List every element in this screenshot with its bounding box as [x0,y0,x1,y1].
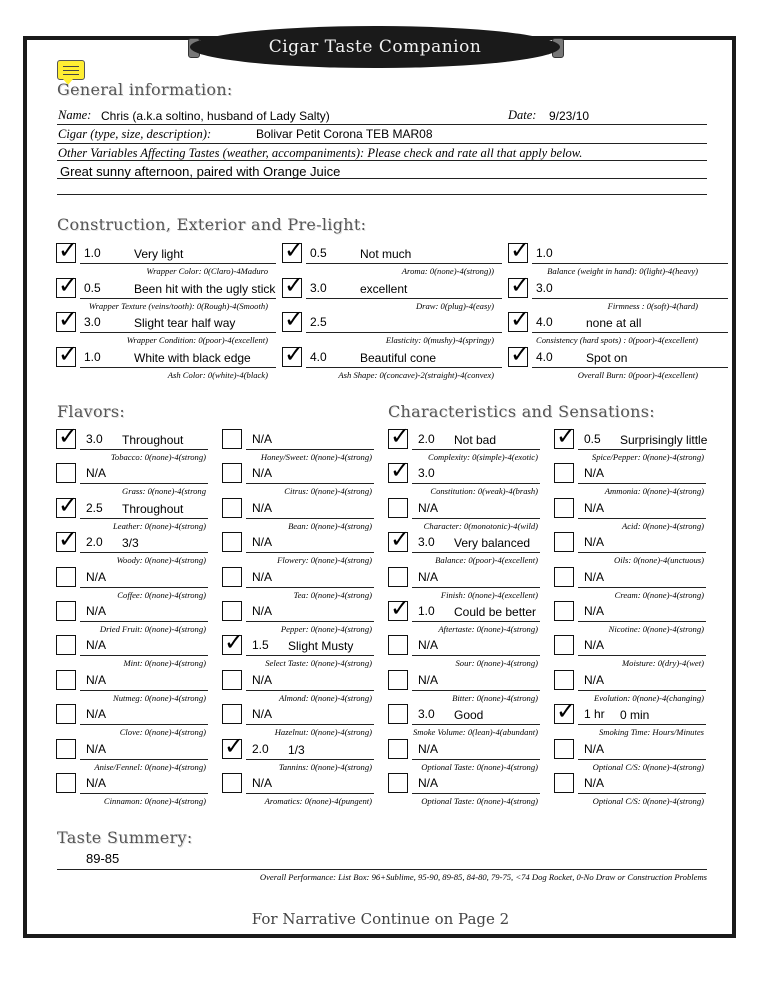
rating-scale-caption: Nicotine: 0(none)-4(strong) [608,624,704,634]
rating-checkbox[interactable] [222,773,242,793]
rating-value[interactable]: 1.0 [536,246,553,260]
rating-scale-caption: Firmness : 0(soft)-4(hard) [607,300,698,311]
rating-checkbox[interactable] [222,704,242,724]
other-variables-line [57,160,707,161]
rating-entry-line [412,483,540,484]
rating-entry-line [578,483,706,484]
rating-value[interactable]: 1.5 [252,638,269,653]
rating-checkbox[interactable] [222,532,242,552]
rating-entry-line [80,332,276,333]
rating-scale-caption: Smoke Volume: 0(lean)-4(abundant) [412,727,538,738]
rating-scale-caption: Balance: 0(poor)-4(excellent) [435,555,538,566]
page-title: Cigar Taste Companion [268,37,482,57]
rating-scale-caption: Bitter: 0(none)-4(strong) [452,692,538,703]
rating-scale-caption: Cream: 0(none)-4(strong) [614,589,704,600]
rating-value[interactable]: N/A [252,707,273,722]
checkmark-icon: ✓ [58,270,79,299]
rating-checkbox[interactable] [56,773,76,793]
rating-checkbox[interactable] [56,601,76,621]
rating-scale-caption: Balance (weight in hand): 0(light)-4(heavy) [547,266,698,276]
rating-entry-line [578,552,706,553]
rating-value[interactable]: N/A [584,466,605,481]
rating-scale-caption: Overall Burn: 0(poor)-4(excellent) [577,369,698,380]
rating-checkbox[interactable] [222,670,242,690]
rating-value[interactable]: 0.5 [84,280,101,295]
rating-scale-caption: Optional C/S: 0(none)-4(strong) [592,761,704,772]
rating-checkbox[interactable] [222,429,242,449]
rating-entry-line [246,621,374,622]
flavors-heading: Flavors: [57,402,126,421]
rating-value[interactable]: 0.5 [310,246,327,260]
rating-value[interactable]: N/A [418,776,439,790]
rating-checkbox[interactable] [56,525,79,554]
rating-value[interactable]: 1.0 [418,604,435,618]
name-label: Name: [58,108,92,122]
rating-scale-caption: Wrapper Color: 0(Claro)-4Maduro [146,266,268,276]
rating-checkbox[interactable] [56,635,76,655]
rating-entry-line [246,655,374,656]
rating-entry-line [246,552,374,553]
rating-entry-line [412,587,540,588]
rating-scale-caption: Constitution: 0(weak)-4(brash) [430,486,538,497]
checkmark-icon: ✓ [284,270,305,299]
rating-value[interactable]: 4.0 [536,315,553,329]
rating-entry-line [412,759,540,760]
rating-value[interactable]: N/A [252,569,273,584]
rating-checkbox[interactable] [388,594,411,622]
rating-checkbox[interactable] [508,270,531,299]
rating-value[interactable]: 3.0 [86,432,103,446]
taste-summary-caption: Overall Performance: List Box: 96+Sublime, 95-90, 89-85, 84-80, 79-75, <74 Dog Rocket, 0-No Draw or Construction Problems [259,872,707,882]
rating-checkbox[interactable] [56,704,76,724]
cigar-label: Cigar (type, size, description): [58,127,212,141]
rating-checkbox[interactable] [388,456,411,485]
rating-scale-caption: Pepper: 0(none)-4(strong) [280,624,372,634]
rating-entry-line [412,621,540,622]
rating-checkbox[interactable] [554,635,574,655]
rating-entry-line [246,724,374,725]
rating-scale-caption: Dried Fruit: 0(none)-4(strong) [99,624,206,634]
rating-value[interactable]: N/A [86,604,107,618]
rating-checkbox[interactable] [282,339,305,368]
rating-scale-caption: Wrapper Condition: 0(poor)-4(excellent) [126,335,268,345]
other-variables-value[interactable]: Great sunny afternoon, paired with Orange Juice [60,164,341,179]
checkmark-icon: ✓ [284,236,305,264]
rating-scale-caption: Tannins: 0(none)-4(strong) [278,761,372,772]
rating-scale-caption: Optional Taste: 0(none)-4(strong) [421,796,538,806]
rating-scale-caption: Flowery: 0(none)-4(strong) [277,555,372,566]
rating-entry-line [578,759,706,760]
rating-entry-line [80,690,208,691]
rating-checkbox[interactable] [508,305,531,333]
checkmark-icon: ✓ [58,305,79,333]
rating-scale-caption: Moisture: 0(dry)-4(wet) [621,658,704,669]
rating-value[interactable]: 3.0 [418,535,435,550]
rating-scale-caption: Smoking Time: Hours/Minutes [598,727,704,738]
rating-entry-line [578,655,706,656]
rating-value[interactable]: 3.0 [418,466,435,481]
rating-comment[interactable]: excellent [360,281,408,296]
rating-scale-caption: Leather: 0(none)-4(strong) [113,520,206,531]
rating-value[interactable]: 4.0 [310,349,327,364]
checkmark-icon: ✓ [510,236,531,264]
checkmark-icon: ✓ [390,525,411,554]
rating-comment[interactable]: Could be better [454,605,537,619]
rating-entry-line [80,587,208,588]
checkmark-icon: ✓ [224,731,245,760]
checkmark-icon: ✓ [58,525,79,554]
rating-entry-line [578,724,706,725]
rating-checkbox[interactable] [282,270,305,299]
rating-comment[interactable]: 3/3 [122,536,139,551]
rating-scale-caption: Aroma: 0(none)-4(strong)) [401,266,494,276]
rating-entry-line [306,332,502,333]
rating-entry-line [80,552,208,553]
rating-value[interactable]: N/A [584,776,605,790]
rating-checkbox[interactable] [56,305,79,333]
rating-entry-line [412,518,540,519]
rating-checkbox[interactable] [56,490,79,519]
rating-value[interactable]: N/A [252,604,273,618]
rating-entry-line [246,759,374,760]
rating-entry-line [246,518,374,519]
general-info-heading: General information: [57,80,233,99]
rating-entry-line [578,793,706,794]
rating-value[interactable]: N/A [86,707,107,722]
rating-entry-line [246,483,374,484]
rating-scale-caption: Draw: 0(plug)-4(easy) [415,300,494,311]
rating-entry-line [412,655,540,656]
rating-checkbox[interactable] [388,739,408,759]
comment-note-icon[interactable] [57,60,85,80]
checkmark-icon: ✓ [510,305,531,333]
rating-entry-line [80,298,276,299]
rating-scale-caption: Optional Taste: 0(none)-4(strong) [421,761,538,772]
rating-comment[interactable]: Throughout [122,433,184,447]
rating-checkbox[interactable] [554,601,574,621]
rating-checkbox[interactable] [388,498,408,518]
rating-value[interactable]: N/A [418,741,439,756]
rating-checkbox[interactable] [222,463,242,483]
rating-checkbox[interactable] [388,773,408,793]
rating-comment[interactable]: Very light [134,247,184,261]
rating-scale-caption: Aromatics: 0(none)-4(pungent) [264,796,372,806]
rating-value[interactable]: 3.0 [418,707,435,722]
rating-entry-line [80,263,276,264]
rating-entry-line [306,263,502,264]
rating-scale-caption: Tea: 0(none)-4(strong) [293,589,372,600]
rating-scale-caption: Citrus: 0(none)-4(strong) [284,486,372,497]
rating-comment[interactable]: 1/3 [288,742,305,757]
rating-scale-caption: Oils: 0(none)-4(unctuous) [614,555,704,566]
rating-checkbox[interactable] [554,498,574,518]
rating-scale-caption: Grass: 0(none)-4(strong [122,486,206,497]
rating-value[interactable]: N/A [86,672,107,687]
rating-entry-line [306,367,502,368]
rating-value[interactable]: N/A [584,569,605,584]
rating-checkbox[interactable] [554,697,577,726]
rating-value[interactable]: N/A [418,672,439,687]
name-line [57,124,707,125]
rating-scale-caption: Mint: 0(none)-4(strong) [123,658,206,669]
rating-entry-line [80,367,276,368]
rating-checkbox[interactable] [282,236,305,264]
rating-comment[interactable]: Beautiful cone [360,350,437,365]
rating-value[interactable]: N/A [252,776,273,790]
rating-comment[interactable]: Been hit with the ugly stick [134,281,276,296]
checkmark-icon: ✓ [556,422,577,450]
rating-checkbox[interactable] [554,463,574,483]
rating-entry-line [80,518,208,519]
rating-value[interactable]: N/A [252,672,273,687]
rating-checkbox[interactable] [222,567,242,587]
rating-value[interactable]: 0.5 [584,432,601,446]
rating-checkbox[interactable] [56,463,76,483]
rating-value[interactable]: 3.0 [84,315,101,329]
notes-line-2 [57,194,707,195]
rating-value[interactable]: N/A [86,466,107,481]
rating-checkbox[interactable] [554,773,574,793]
checkmark-icon: ✓ [224,628,245,657]
rating-checkbox[interactable] [56,422,79,450]
rating-entry-line [80,655,208,656]
rating-checkbox[interactable] [222,731,245,760]
rating-comment[interactable]: Slight tear half way [134,316,236,330]
rating-value[interactable]: N/A [584,500,605,515]
taste-summary-value[interactable]: 89-85 [86,851,120,866]
rating-scale-caption: Almond: 0(none)-4(strong) [279,692,372,703]
date-value[interactable]: 9/23/10 [549,109,590,123]
rating-entry-line [412,724,540,725]
rating-comment[interactable]: Spot on [586,350,628,365]
rating-entry-line [412,690,540,691]
rating-entry-line [578,518,706,519]
rating-value[interactable]: 2.0 [86,535,103,550]
rating-checkbox[interactable] [388,567,408,587]
rating-value[interactable]: 1.0 [84,246,101,260]
rating-comment[interactable]: Very balanced [454,536,531,551]
rating-comment[interactable]: Surprisingly little [620,433,708,447]
rating-entry-line [80,621,208,622]
rating-checkbox[interactable] [56,270,79,299]
rating-comment[interactable]: Not much [360,247,412,261]
rating-checkbox[interactable] [508,236,531,264]
rating-scale-caption: Select Taste: 0(none)-4(strong) [265,658,372,669]
rating-checkbox[interactable] [56,739,76,759]
name-value[interactable]: Chris (a.k.a soltino, husband of Lady Salty) [101,109,330,123]
rating-value[interactable]: N/A [584,638,605,653]
rating-entry-line [80,724,208,725]
rating-comment[interactable]: none at all [586,316,642,330]
rating-value[interactable]: N/A [252,466,273,481]
rating-checkbox[interactable] [388,670,408,690]
rating-scale-caption: Spice/Pepper: 0(none)-4(strong) [591,452,704,462]
other-variables-label: Other Variables Affecting Tastes (weather, accompaniments): Please check and rate all that apply below. [58,146,583,160]
rating-comment[interactable]: Throughout [122,501,184,516]
checkmark-icon: ✓ [58,490,79,519]
rating-scale-caption: Ash Shape: 0(concave)-2(straight)-4(convex) [338,369,494,380]
rating-value[interactable]: N/A [584,672,605,687]
checkmark-icon: ✓ [58,339,79,368]
rating-comment[interactable]: Not bad [454,433,497,447]
taste-summary-line [57,869,707,870]
rating-scale-caption: Coffee: 0(none)-4(strong) [117,589,206,600]
rating-value[interactable]: N/A [86,741,107,756]
rating-scale-caption: Consistency (hard spots) : 0(poor)-4(excellent) [536,335,698,345]
rating-comment[interactable]: Slight Musty [288,639,354,654]
rating-value[interactable]: N/A [86,776,107,790]
rating-scale-caption: Bean: 0(none)-4(strong) [288,520,372,531]
rating-scale-caption: Anise/Fennel: 0(none)-4(strong) [94,761,206,772]
rating-entry-line [246,449,374,450]
rating-value[interactable]: N/A [418,638,439,653]
rating-scale-caption: Nutmeg: 0(none)-4(strong) [113,692,206,703]
characteristics-heading: Characteristics and Sensations: [388,402,655,421]
checkmark-icon: ✓ [284,305,305,333]
rating-value[interactable]: 1 hr [584,707,605,722]
rating-value[interactable]: 3.0 [310,280,327,295]
rating-entry-line [532,298,728,299]
rating-scale-caption: Ash Color: 0(white)-4(black) [167,369,268,380]
footer-continue-note: For Narrative Continue on Page 2 [251,910,510,928]
rating-entry-line [306,298,502,299]
title-banner [190,26,560,68]
rating-entry-line [532,367,728,368]
construction-heading: Construction, Exterior and Pre-light: [57,215,367,234]
rating-checkbox[interactable] [388,704,408,724]
rating-scale-caption: Wrapper Texture (veins/tooth): 0(Rough)-4(Smooth) [88,300,268,311]
rating-value[interactable]: N/A [584,604,605,618]
rating-value[interactable]: 2.5 [86,500,103,515]
taste-summary-heading: Taste Summery: [57,828,193,847]
cigar-line [57,143,707,144]
rating-checkbox[interactable] [56,567,76,587]
rating-checkbox[interactable] [56,236,79,264]
rating-scale-caption: Ammonia: 0(none)-4(strong) [604,486,704,497]
rating-entry-line [532,332,728,333]
rating-entry-line [412,793,540,794]
rating-scale-caption: Complexity: 0(simple)-4(exotic) [427,452,538,462]
rating-value[interactable]: N/A [86,569,107,584]
rating-scale-caption: Elasticity: 0(mushy)-4(springy) [385,335,494,345]
rating-comment[interactable]: Good [454,708,484,723]
checkmark-icon: ✓ [58,422,79,450]
rating-checkbox[interactable] [222,498,242,518]
rating-checkbox[interactable] [554,670,574,690]
rating-scale-caption: Cinnamon: 0(none)-4(strong) [103,796,206,806]
rating-value[interactable]: 2.0 [418,432,435,446]
rating-entry-line [246,690,374,691]
rating-value[interactable]: 4.0 [536,349,553,364]
rating-value[interactable]: N/A [252,432,273,446]
rating-value[interactable]: 3.0 [536,280,553,295]
rating-value[interactable]: 2.0 [252,741,269,756]
rating-entry-line [578,587,706,588]
checkmark-icon: ✓ [390,594,411,622]
rating-value[interactable]: 1.0 [84,349,101,364]
rating-entry-line [532,263,728,264]
rating-checkbox[interactable] [222,628,245,657]
rating-scale-caption: Honey/Sweet: 0(none)-4(strong) [260,452,372,462]
rating-entry-line [80,793,208,794]
checkmark-icon: ✓ [58,236,79,264]
notes-line-1 [57,178,707,179]
rating-checkbox[interactable] [388,635,408,655]
rating-scale-caption: Character: 0(monotonic)-4(wild) [423,520,538,531]
checkmark-icon: ✓ [510,339,531,368]
rating-scale-caption: Finish: 0(none)-4(excellent) [440,589,538,600]
rating-checkbox[interactable] [56,670,76,690]
rating-value[interactable]: N/A [86,638,107,653]
rating-entry-line [578,621,706,622]
rating-entry-line [80,759,208,760]
rating-value[interactable]: N/A [418,500,439,515]
rating-scale-caption: Tobacco: 0(none)-4(strong) [110,452,206,462]
rating-scale-caption: Acid: 0(none)-4(strong) [621,520,704,531]
rating-entry-line [412,552,540,553]
rating-entry-line [80,449,208,450]
rating-checkbox[interactable] [282,305,305,333]
rating-value[interactable]: N/A [252,535,273,550]
checkmark-icon: ✓ [556,697,577,726]
rating-comment[interactable]: 0 min [620,708,650,723]
rating-entry-line [412,449,540,450]
rating-scale-caption: Hazelnut: 0(none)-4(strong) [274,727,372,738]
checkmark-icon: ✓ [390,456,411,485]
rating-entry-line [246,587,374,588]
rating-comment[interactable]: White with black edge [134,350,251,365]
rating-checkbox[interactable] [388,525,411,554]
rating-checkbox[interactable] [554,532,574,552]
rating-scale-caption: Aftertaste: 0(none)-4(strong) [438,624,538,634]
date-label: Date: [508,108,537,122]
rating-value[interactable]: N/A [584,535,605,550]
rating-checkbox[interactable] [554,567,574,587]
rating-scale-caption: Sour: 0(none)-4(strong) [455,658,538,669]
rating-value[interactable]: N/A [252,500,273,515]
checkmark-icon: ✓ [510,270,531,299]
rating-entry-line [246,793,374,794]
rating-scale-caption: Optional C/S: 0(none)-4(strong) [592,796,704,806]
rating-scale-caption: Woody: 0(none)-4(strong) [116,555,206,566]
rating-checkbox[interactable] [554,739,574,759]
rating-scale-caption: Clove: 0(none)-4(strong) [119,727,206,738]
rating-checkbox[interactable] [56,339,79,368]
rating-entry-line [578,690,706,691]
rating-value[interactable]: N/A [584,741,605,756]
rating-entry-line [80,483,208,484]
checkmark-icon: ✓ [390,422,411,450]
cigar-value[interactable]: Bolivar Petit Corona TEB MAR08 [256,127,433,141]
rating-checkbox[interactable] [554,422,577,450]
rating-checkbox[interactable] [388,422,411,450]
rating-scale-caption: Evolution: 0(none)-4(changing) [593,692,704,703]
checkmark-icon: ✓ [284,339,305,368]
rating-value[interactable]: N/A [418,569,439,584]
rating-checkbox[interactable] [508,339,531,368]
rating-checkbox[interactable] [222,601,242,621]
rating-value[interactable]: 2.5 [310,315,327,329]
rating-entry-line [578,449,706,450]
